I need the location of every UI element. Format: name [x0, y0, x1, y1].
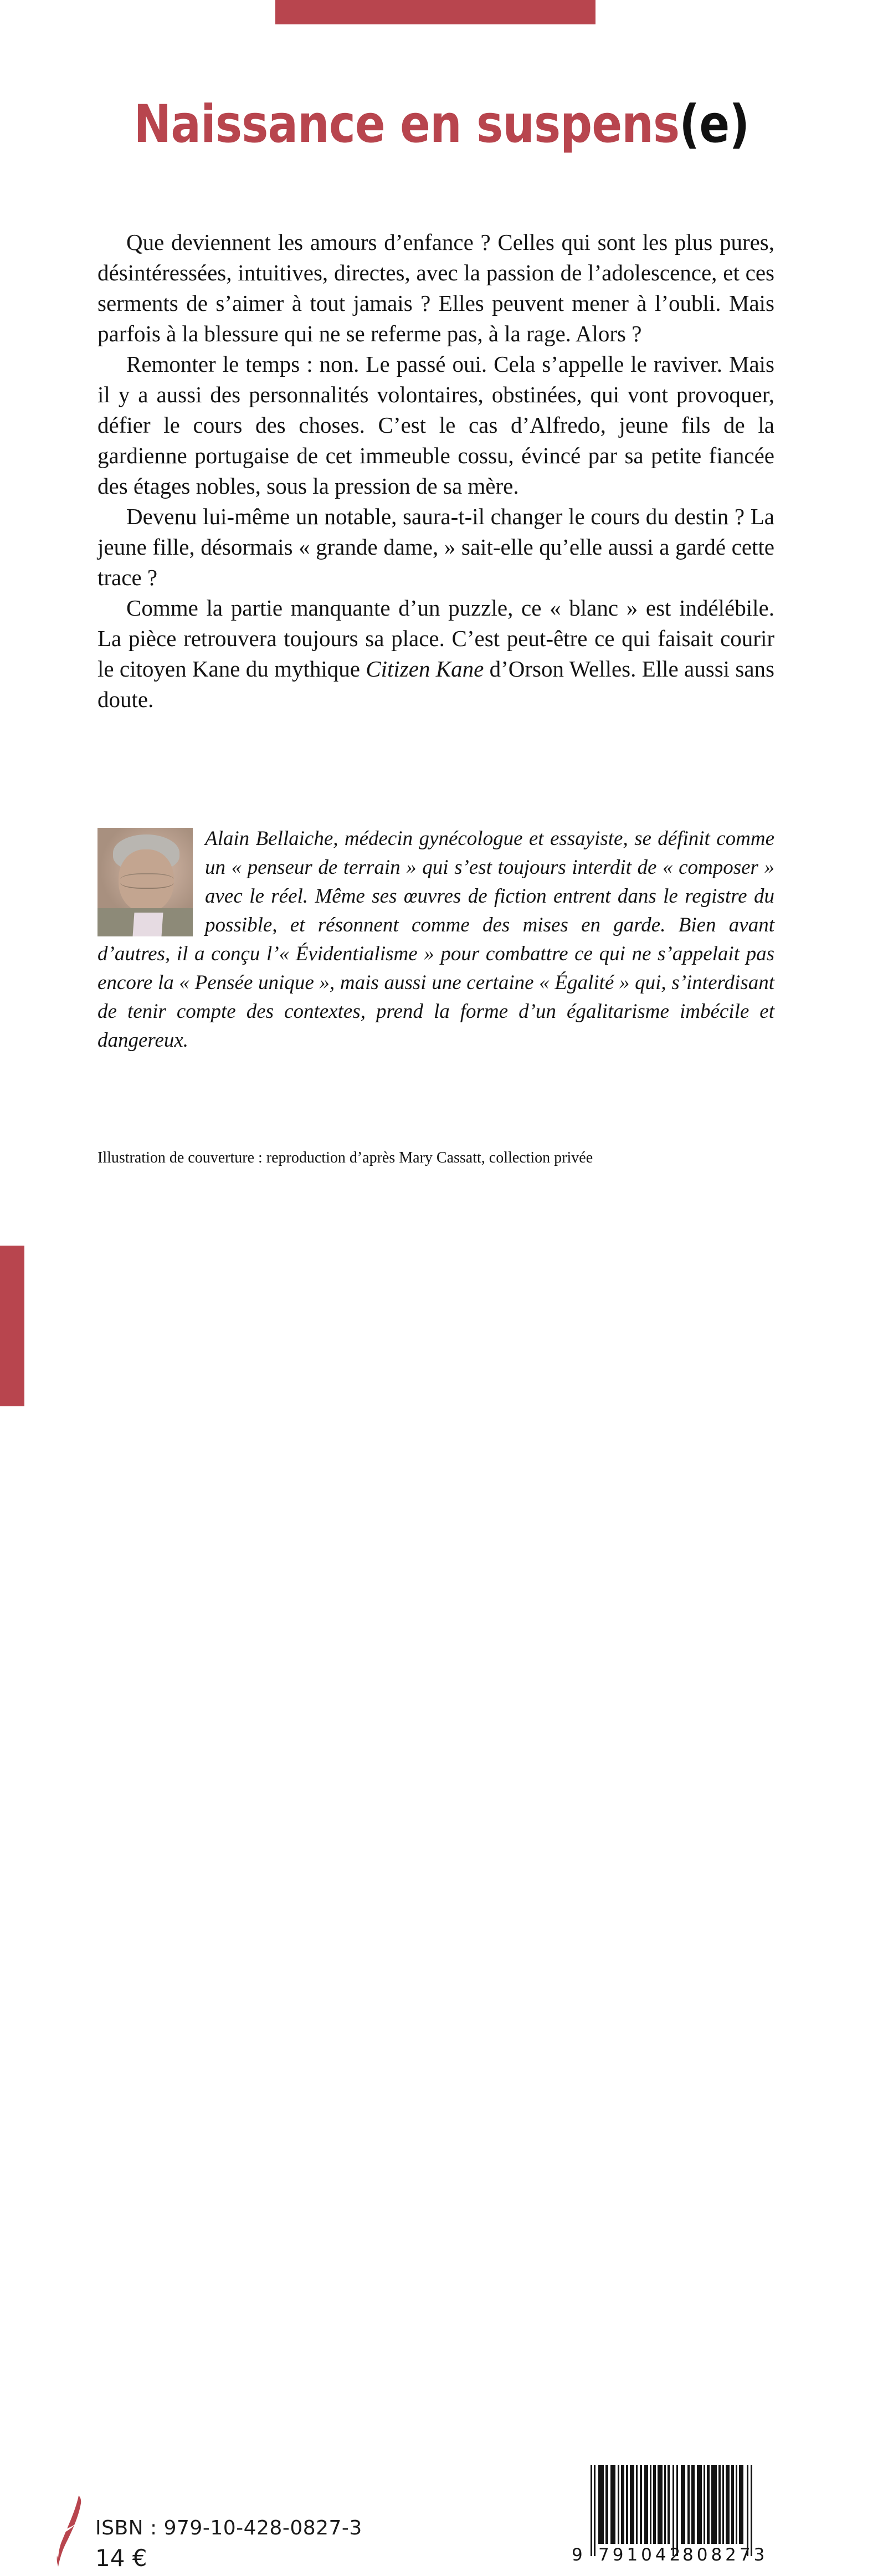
back-cover-blurb [97, 227, 774, 715]
author-bio-container [97, 824, 774, 1055]
author-portrait-photo [97, 828, 193, 936]
title-suffix-text: (e) [679, 94, 749, 155]
author-bio-text: Alain Bellaiche, médecin gynécologue et essayiste, se définit comme un « penseur de terrain » qui s’est toujours interdit de « composer » avec le réel. Même ses œuvres de fiction entrent dans le registre du possible, et résonnent comme des mises en garde. Bien avant d’autres, il a conçu l’« Évidentialisme » pour combattre ce qui ne s’appelait pas encore la « Pensée unique », mais aussi une certaine « Égalité » qui, s’interdisant de tenir compte des contextes, prend la forme d’un égalitarisme imbécile et dangereux. [97, 827, 774, 1052]
footer-area [0, 1236, 883, 2572]
blurb-p4-part2: d’Orson Welles. Elle aussi sans doute. [97, 656, 774, 712]
portrait-shirt-shape [133, 913, 163, 936]
book-title-container [0, 94, 883, 155]
portrait-glasses-shape [120, 873, 173, 889]
author-bio-text-block [97, 824, 774, 1055]
price-text: 14 € [95, 2544, 147, 2572]
barcode-bars [572, 2465, 754, 2544]
barcode-digits [572, 2543, 768, 2565]
ean13-barcode [572, 2465, 768, 2576]
barcode-digit-left: 9 [572, 2545, 583, 2565]
feather-icon [53, 2492, 86, 2570]
top-accent-bar [275, 0, 595, 24]
blurb-film-title: Citizen Kane [366, 656, 484, 682]
blurb-paragraph-4 [97, 593, 774, 715]
blurb-paragraph-2: Remonter le temps : non. Le passé oui. Cela s’appelle le raviver. Mais il y a aussi des personnalités volontaires, obstinées, qui vont provoquer, défier le cours des choses. C’est le cas d’Alfredo, jeune fils de la gardienne portugaise de cet immeuble cossu, évincé par sa petite fiancée des étages nobles, sous la pression de sa mère. [97, 351, 774, 499]
blurb-paragraph-1: Que deviennent les amours d’enfance ? Celles qui sont les plus pures, désintéressées, intuitives, directes, avec la passion de l’adolescence, et ces serments de s’aimer à tout jamais ? Elles peuvent mener à l’oubli. Mais parfois à la blessure qui ne se referme pas, à la rage. Alors ? [97, 229, 774, 346]
blurb-paragraph-3: Devenu lui-même un notable, saura-t-il changer le cours du destin ? La jeune fille, désormais « grande dame, » sait-elle qu’elle aussi a gardé cette trace ? [97, 504, 774, 590]
blurb-p4-part1: Comme la partie manquante d’un puzzle, ce « blanc » est indélébile. La pièce retrouvera toujours sa place. C’est peut-être ce qui faisait courir le citoyen Kane du mythique [97, 595, 774, 682]
illustration-credit: Illustration de couverture : reproduction d’après Mary Cassatt, collection privée [97, 1149, 593, 1166]
barcode-digits-right: 808273 [682, 2545, 768, 2565]
barcode-digits-middle: 791042 [598, 2545, 684, 2565]
isbn-text: ISBN : 979-10-428-0827-3 [95, 2517, 362, 2539]
isbn-price-block [95, 2516, 362, 2573]
title-main-text: Naissance en suspens [134, 94, 680, 155]
page-title [62, 94, 822, 155]
